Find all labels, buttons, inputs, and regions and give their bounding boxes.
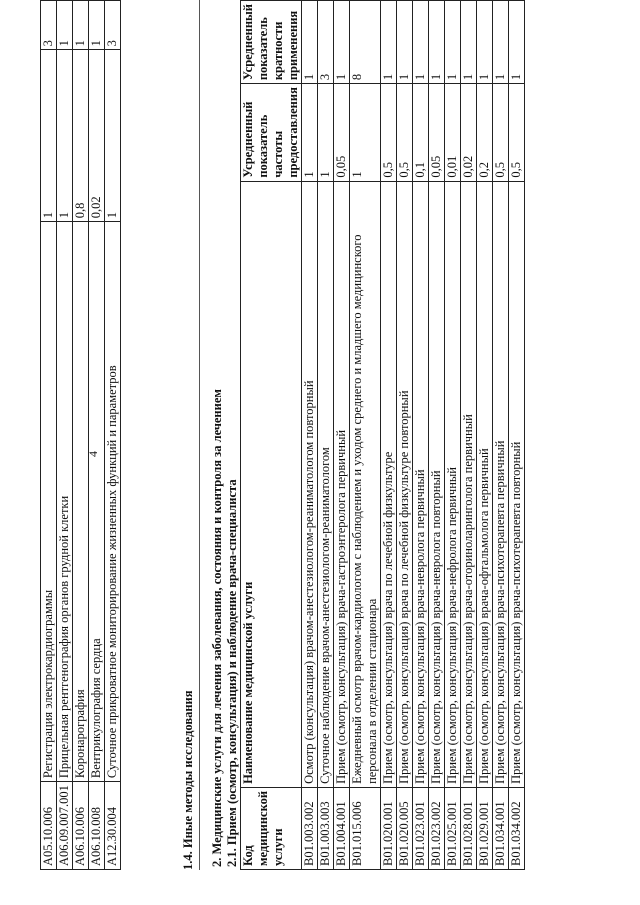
cell-code: B01.003.003	[318, 787, 334, 869]
section-2-1-title: 2.1. Прием (осмотр, консультация) и наблюдение врача-специалиста	[225, 479, 239, 867]
table-body	[41, 1, 121, 870]
header-name: Наименование медицинской услуги	[241, 181, 302, 787]
cell-code: B01.023.002	[429, 787, 445, 869]
cell-frequency: 0,05	[429, 84, 445, 182]
cell-multiplicity: 1	[445, 1, 461, 84]
cell-frequency: 1	[57, 50, 73, 222]
cell-frequency: 0,02	[89, 50, 105, 222]
cell-code: B01.020.001	[381, 787, 397, 869]
cell-frequency: 0,5	[381, 84, 397, 182]
cell-name: Осмотр (консультация) врачом-анестезиологом-реаниматологом повторный	[302, 181, 318, 787]
cell-frequency: 1	[318, 84, 334, 182]
cell-name: Прием (осмотр, консультация) врача-невролога первичный	[413, 181, 429, 787]
cell-code: B01.004.001	[334, 787, 350, 869]
cell-code: A12.30.004	[105, 782, 121, 870]
cell-multiplicity: 3	[105, 1, 121, 50]
cell-multiplicity: 1	[57, 1, 73, 50]
cell-name: Прием (осмотр, консультация) врача-нефролога первичный	[445, 181, 461, 787]
table-row	[41, 1, 57, 870]
table-row	[461, 1, 477, 870]
cell-frequency: 1	[41, 50, 57, 222]
cell-frequency: 0,2	[477, 84, 493, 182]
cell-name: Регистрация электрокардиограммы	[41, 222, 57, 782]
cell-multiplicity: 1	[73, 1, 89, 50]
table-row	[89, 1, 105, 870]
cell-code: B01.034.002	[509, 787, 525, 869]
table-row	[397, 1, 413, 870]
cell-multiplicity: 1	[89, 1, 105, 50]
cell-multiplicity: 1	[509, 1, 525, 84]
cell-name: Суточное наблюдение врачом-анестезиологом-реаниматологом	[318, 181, 334, 787]
cell-multiplicity: 8	[350, 1, 381, 84]
cell-code: B01.034.001	[493, 787, 509, 869]
table-row	[105, 1, 121, 870]
cell-frequency: 0,5	[509, 84, 525, 182]
cell-name: Прицельная рентгенография органов грудной клетки	[57, 222, 73, 782]
cell-multiplicity: 1	[413, 1, 429, 84]
cell-frequency: 1	[105, 50, 121, 222]
cell-multiplicity: 1	[429, 1, 445, 84]
table-row	[445, 1, 461, 870]
section-2-title: 2. Медицинские услуги для лечения заболевания, состояния и контроля за лечением	[210, 389, 224, 867]
cell-name: Ежедневный осмотр врачом-кардиологом с наблюдением и уходом среднего и младшего медицинского персонала в отделении стационара	[350, 181, 381, 787]
section-heading	[181, 0, 196, 870]
table-row	[381, 1, 397, 870]
table-row	[302, 1, 318, 870]
header-multiplicity: Усредненный показатель кратности применения	[241, 1, 302, 84]
table-header-row	[241, 1, 302, 870]
table-row	[73, 1, 89, 870]
page-number: 4	[86, 451, 100, 457]
divider	[199, 0, 200, 870]
cell-frequency: 0,05	[334, 84, 350, 182]
cell-code: A06.10.006	[73, 782, 89, 870]
cell-code: B01.020.005	[397, 787, 413, 869]
cell-frequency: 0,5	[493, 84, 509, 182]
cell-frequency: 1	[350, 84, 381, 182]
cell-name: Прием (осмотр, консультация) врача-гастроэнтеролога первичный	[334, 181, 350, 787]
cell-code: B01.029.001	[477, 787, 493, 869]
section-1-4-title: 1.4. Иные методы исследования	[181, 690, 195, 870]
cell-name: Вентрикулография сердца	[89, 222, 105, 782]
table-row	[429, 1, 445, 870]
cell-multiplicity: 1	[397, 1, 413, 84]
cell-frequency: 0,01	[445, 84, 461, 182]
cell-frequency: 0,5	[397, 84, 413, 182]
services-table-diagnostics	[40, 0, 121, 870]
cell-frequency: 0,02	[461, 84, 477, 182]
cell-code: B01.025.001	[445, 787, 461, 869]
header-frequency: Усредненный показатель частоты предоставления	[241, 84, 302, 182]
table-body	[302, 1, 525, 870]
cell-code: A06.10.008	[89, 782, 105, 870]
header-code: Код медицинской услуги	[241, 787, 302, 869]
cell-multiplicity: 1	[334, 1, 350, 84]
cell-frequency: 0,1	[413, 84, 429, 182]
table-row	[57, 1, 73, 870]
cell-multiplicity: 3	[41, 1, 57, 50]
table-row	[318, 1, 334, 870]
table-row	[509, 1, 525, 870]
table-row	[350, 1, 381, 870]
table-row	[477, 1, 493, 870]
cell-name: Прием (осмотр, консультация) врача по лечебной физкультуре	[381, 181, 397, 787]
cell-name: Прием (осмотр, консультация) врача-офтальмолога первичный	[477, 181, 493, 787]
cell-code: B01.003.002	[302, 787, 318, 869]
cell-frequency: 0,8	[73, 50, 89, 222]
cell-name: Прием (осмотр, консультация) врача по лечебной физкультуре повторный	[397, 181, 413, 787]
services-table-consultations	[240, 0, 525, 870]
cell-name: Прием (осмотр, консультация) врача-оториноларинголога первичный	[461, 181, 477, 787]
cell-code: B01.028.001	[461, 787, 477, 869]
cell-multiplicity: 3	[318, 1, 334, 84]
cell-code: B01.023.001	[413, 787, 429, 869]
cell-multiplicity: 1	[477, 1, 493, 84]
table-row	[413, 1, 429, 870]
cell-name: Коронарография	[73, 222, 89, 782]
cell-name: Прием (осмотр, консультация) врача-невролога повторный	[429, 181, 445, 787]
cell-code: A05.10.006	[41, 782, 57, 870]
cell-frequency: 1	[302, 84, 318, 182]
cell-name: Суточное прикроватное мониторирование жизненных функций и параметров	[105, 222, 121, 782]
cell-code: A06.09.007.001	[57, 782, 73, 870]
table-row	[493, 1, 509, 870]
cell-name: Прием (осмотр, консультация) врача-психотерапевта первичный	[493, 181, 509, 787]
cell-code: B01.015.006	[350, 787, 381, 869]
cell-name: Прием (осмотр, консультация) врача-психотерапевта повторный	[509, 181, 525, 787]
cell-multiplicity: 1	[302, 1, 318, 84]
cell-multiplicity: 1	[381, 1, 397, 84]
table-row	[334, 1, 350, 870]
cell-multiplicity: 1	[461, 1, 477, 84]
cell-multiplicity: 1	[493, 1, 509, 84]
